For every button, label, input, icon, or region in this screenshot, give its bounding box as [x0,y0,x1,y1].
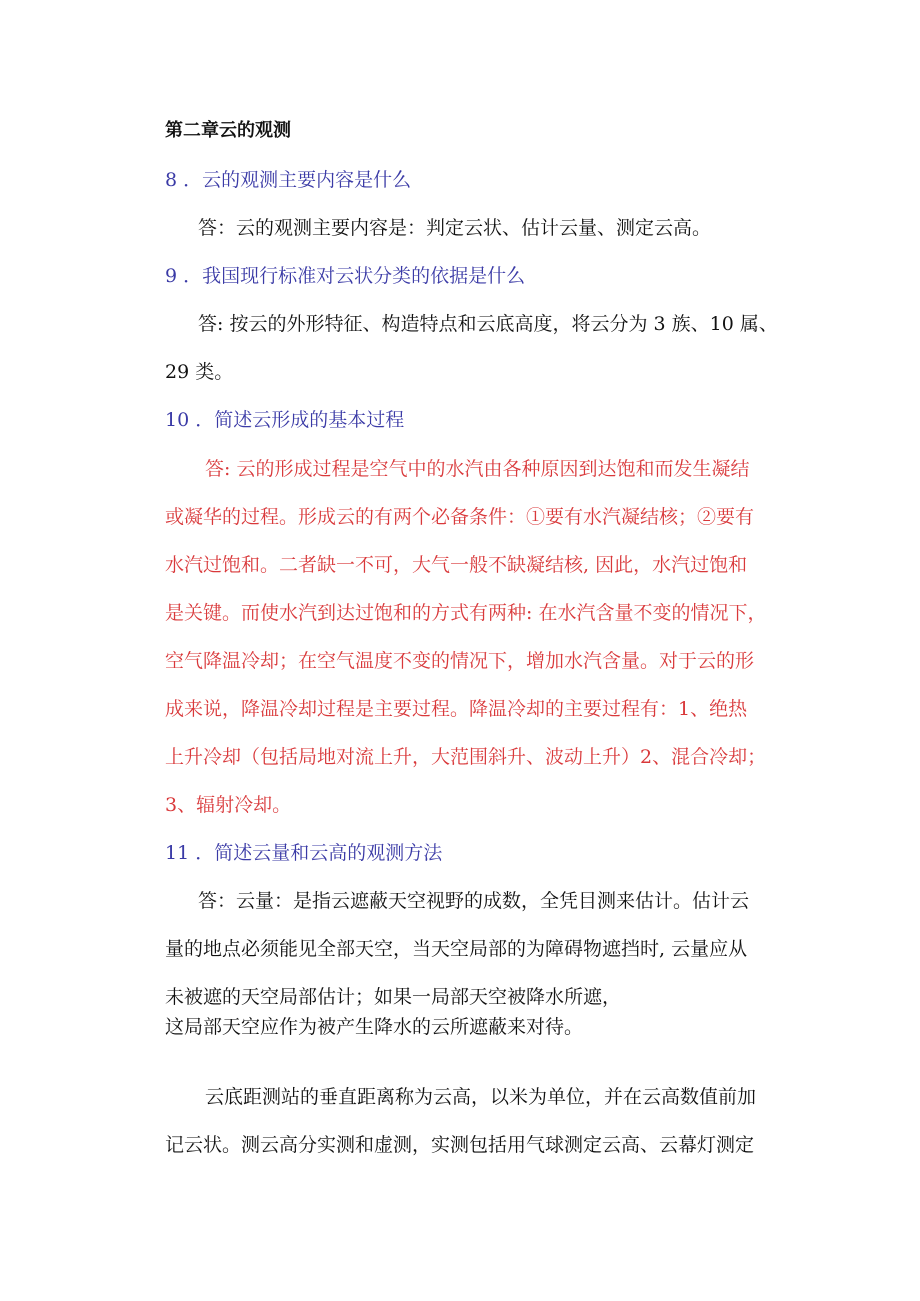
answer-11b-line-1: 云底距测站的垂直距离称为云高，以米为单位，并在云高数值前加 [205,1086,757,1108]
answer-10-line-6: 成来说，降温冷却过程是主要过程。降温冷却的主要过程有：1、绝热 [165,698,748,720]
answer-11-line-2: 量的地点必须能见全部天空，当天空局部的为障碍物遮挡时, 云量应从 [165,938,748,960]
answer-11-line-3: 未被遮的天空局部估计；如果一局部天空被降水所遮， [165,986,622,1008]
answer-10-line-4: 是关键。而使水汽到达过饱和的方式有两种: 在水汽含量不变的情况下， [165,602,767,624]
question-8: 8 ．云的观测主要内容是什么 [165,169,412,191]
answer-10-line-1: 答: 云的形成过程是空气中的水汽由各种原因到达饱和而发生凝结 [205,458,750,480]
answer-10-line-2: 或凝华的过程。形成云的有两个必备条件：①要有水汽凝结核；②要有 [165,506,755,528]
answer-9-line-2: 29 类。 [165,361,234,383]
answer-10-line-8: 3、辐射冷却。 [165,794,292,816]
answer-8: 答：云的观测主要内容是：判定云状、估计云量、测定云高。 [198,217,712,239]
answer-10-line-5: 空气降温冷却；在空气温度不变的情况下，增加水汽含量。对于云的形 [165,650,755,672]
question-9: 9 ．我国现行标准对云状分类的依据是什么 [165,265,526,287]
question-11: 11 ．简述云量和云高的观测方法 [165,842,443,864]
answer-10-line-3: 水汽过饱和。二者缺一不可，大气一般不缺凝结核, 因此，水汽过饱和 [165,554,748,576]
answer-11-line-1: 答：云量：是指云遮蔽天空视野的成数，全凭目测来估计。估计云 [198,890,750,912]
question-10: 10 ．简述云形成的基本过程 [165,409,405,431]
answer-11-line-4: 这局部天空应作为被产生降水的云所遮蔽来对待。 [165,1016,584,1038]
answer-11b-line-2: 记云状。测云高分实测和虚测，实测包括用气球测定云高、云幕灯测定 [165,1134,755,1156]
chapter-title: 第二章云的观测 [165,120,291,141]
answer-10-line-7: 上升冷却（包括局地对流上升，大范围斜升、波动上升）2、混合冷却； [165,746,767,768]
answer-9-line-1: 答: 按云的外形特征、构造特点和云底高度，将云分为 3 族、10 属、 [198,313,778,335]
